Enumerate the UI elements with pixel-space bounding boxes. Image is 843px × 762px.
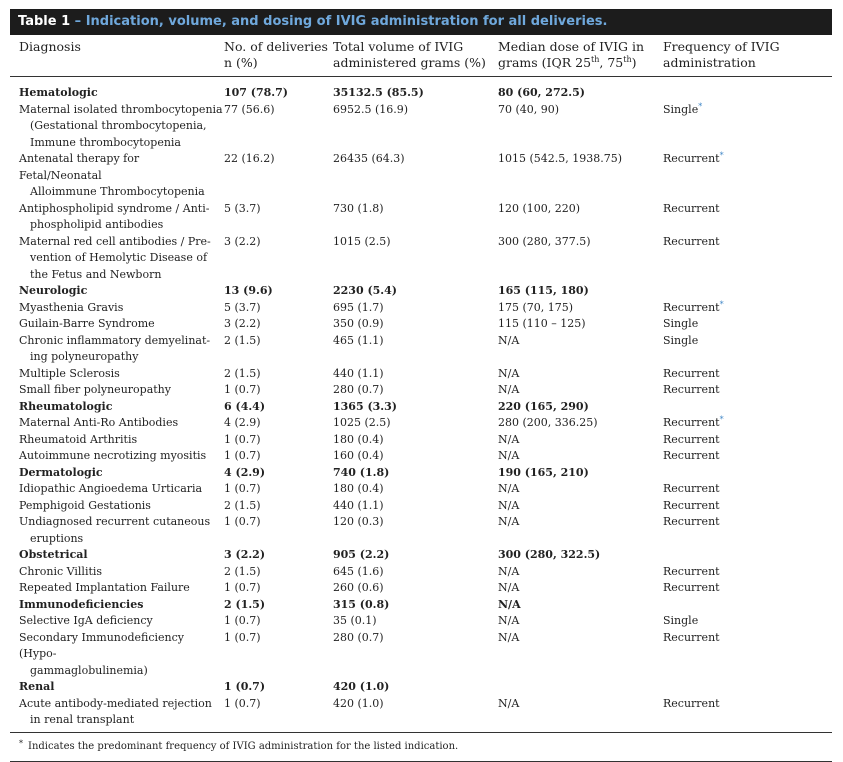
cell-diagnosis [10,300,224,317]
diagnosis-line: Pemphigoid Gestationis [19,498,151,512]
table-row [10,630,832,680]
group-row [10,679,832,696]
cell-volume: 315 (0.8) [333,597,390,611]
cell-deliveries: 1 (0.7) [224,614,261,627]
cell-diagnosis [10,415,224,432]
diagnosis-line: ing polyneuropathy [30,350,139,363]
cell-dose: N/A [498,630,520,644]
cell-deliveries: 5 (3.7) [224,300,261,314]
group-row [10,283,832,300]
data-table [10,35,832,732]
cell-deliveries: 3 (2.2) [224,234,261,248]
diagnosis-line: Chronic inflammatory demyelinat- [19,333,211,347]
diagnosis-line: Antiphospholipid syndrome / Anti- [19,201,210,215]
diagnosis-line: Idiopathic Angioedema Urticaria [19,482,203,495]
cell-deliveries: 3 (2.2) [224,548,266,561]
diagnosis-line: Repeated Implantation Failure [19,581,190,594]
table-row [10,448,832,465]
cell-diagnosis [10,316,224,333]
diagnosis-line: Secondary Immunodeficiency (Hypo- [19,630,185,660]
table-row [10,316,832,333]
diagnosis-line: Myasthenia Gravis [19,300,124,314]
cell-dose: N/A [498,614,520,627]
cell-dose: 300 (280, 322.5) [498,548,601,561]
cell-deliveries: 5 (3.7) [224,201,261,215]
predominant-frequency-marker: * [719,415,724,424]
frequency-text: Single [663,333,699,347]
cell-frequency [663,696,832,732]
predominant-frequency-marker: * [698,101,703,111]
cell-frequency [663,465,832,482]
diagnosis-line: vention of Hemolytic Disease of [30,251,208,264]
cell-diagnosis [10,151,224,201]
cell-diagnosis [10,201,224,234]
cell-deliveries: 3 (2.2) [224,317,261,330]
cell-dose: 175 (70, 175) [498,300,574,314]
cell-deliveries: 2 (1.5) [224,564,261,578]
cell-frequency [663,333,832,366]
cell-dose: 1015 (542.5, 1938.75) [498,152,623,165]
cell-volume: 280 (0.7) [333,383,384,396]
cell-frequency [663,151,832,201]
cell-dose: N/A [498,564,520,578]
cell-diagnosis [10,399,224,416]
cell-deliveries: 1 (0.7) [224,696,261,710]
table-row [10,564,832,581]
cell-volume: 730 (1.8) [333,201,384,215]
cell-diagnosis [10,564,224,581]
cell-deliveries: 13 (9.6) [224,284,273,297]
cell-frequency [663,679,832,696]
cell-deliveries: 1 (0.7) [224,482,261,495]
table-row [10,300,832,317]
cell-dose: N/A [498,449,520,462]
cell-dose: N/A [498,333,520,347]
predominant-frequency-marker: * [719,299,724,309]
diagnosis-line: gammaglobulinemia) [30,663,148,677]
cell-frequency [663,547,832,564]
cell-diagnosis [10,102,224,152]
cell-frequency [663,399,832,416]
cell-deliveries: 2 (1.5) [224,498,261,512]
frequency-text: Recurrent [663,696,720,710]
diagnosis-line: in renal transplant [30,713,135,726]
table-row [10,382,832,399]
header-dose: Median dose of IVIG in grams (IQR 25th, 75th) [498,35,663,77]
frequency-text: Recurrent [663,432,720,446]
cell-frequency [663,597,832,614]
table-title-bar [10,9,832,35]
cell-dose: N/A [498,432,520,446]
cell-dose: N/A [498,498,520,512]
frequency-text: Single [663,102,699,116]
cell-frequency [663,448,832,465]
cell-diagnosis [10,613,224,630]
cell-diagnosis [10,679,224,696]
cell-deliveries: 1 (0.7) [224,630,261,644]
cell-frequency [663,481,832,498]
cell-deliveries: 2 (1.5) [224,333,261,347]
header-deliveries: No. of deliveries n (%) [224,35,333,77]
cell-volume: 260 (0.6) [333,581,384,594]
cell-frequency [663,498,832,515]
cell-dose: 80 (60, 272.5) [498,86,585,99]
cell-frequency [663,564,832,581]
diagnosis-line: Rheumatoid Arthritis [19,432,138,446]
cell-diagnosis [10,333,224,366]
table-row [10,102,832,152]
cell-volume: 905 (2.2) [333,548,390,561]
cell-deliveries: 6 (4.4) [224,399,266,413]
cell-dose: N/A [498,366,520,380]
diagnosis-line: Acute antibody-mediated rejection [19,696,212,710]
cell-volume: 6952.5 (16.9) [333,102,409,116]
group-row [10,77,832,102]
group-row [10,597,832,614]
diagnosis-line: Antenatal therapy for Fetal/Neonatal [19,152,140,182]
cell-deliveries: 1 (0.7) [224,680,266,693]
table-row [10,580,832,597]
cell-dose: N/A [498,581,520,594]
table-label: Table 1 [18,14,71,29]
table-row [10,696,832,732]
table-row [10,481,832,498]
cell-volume: 440 (1.1) [333,498,384,512]
cell-volume: 180 (0.4) [333,432,384,446]
cell-dose: 190 (165, 210) [498,465,589,479]
cell-diagnosis [10,514,224,547]
table-header [10,35,832,77]
diagnosis-line: Alloimmune Thrombocytopenia [30,185,205,198]
diagnosis-line: Selective IgA deficiency [19,614,153,627]
cell-frequency [663,283,832,300]
table-row [10,432,832,449]
cell-deliveries: 4 (2.9) [224,465,266,479]
frequency-text: Recurrent [663,630,720,644]
cell-volume: 695 (1.7) [333,300,384,314]
cell-volume: 350 (0.9) [333,317,384,330]
cell-deliveries: 2 (1.5) [224,366,261,380]
table-row [10,151,832,201]
cell-frequency [663,316,832,333]
cell-diagnosis [10,547,224,564]
cell-diagnosis [10,77,224,102]
diagnosis-line: Dermatologic [19,465,103,479]
cell-diagnosis [10,597,224,614]
table-row [10,234,832,284]
cell-dose [498,679,663,696]
frequency-text: Recurrent [663,515,720,528]
cell-volume: 465 (1.1) [333,333,384,347]
frequency-text: Recurrent [663,564,720,578]
cell-volume: 35 (0.1) [333,614,377,627]
cell-diagnosis [10,498,224,515]
cell-dose: 115 (110 – 125) [498,317,586,330]
footnote-marker: * [19,738,23,748]
frequency-text: Recurrent [663,498,720,512]
diagnosis-line: Rheumatologic [19,399,113,413]
cell-diagnosis [10,580,224,597]
table-row [10,201,832,234]
frequency-text: Recurrent [663,383,720,396]
table-container [10,0,832,762]
cell-frequency [663,102,832,152]
cell-dose: N/A [498,597,521,611]
diagnosis-line: Immune thrombocytopenia [30,135,181,149]
cell-volume: 35132.5 (85.5) [333,86,424,99]
diagnosis-line: Immunodeficiencies [19,597,144,611]
table-body [10,77,832,732]
table-footnote [10,732,832,762]
cell-dose: 300 (280, 377.5) [498,234,591,248]
cell-frequency [663,415,832,432]
diagnosis-line: Undiagnosed recurrent cutaneous [19,515,211,528]
cell-deliveries: 1 (0.7) [224,515,261,528]
cell-deliveries: 2 (1.5) [224,597,266,611]
cell-volume: 420 (1.0) [333,696,384,710]
cell-frequency [663,630,832,680]
diagnosis-line: Multiple Sclerosis [19,366,120,380]
cell-volume: 2230 (5.4) [333,284,397,297]
cell-diagnosis [10,696,224,732]
cell-frequency [663,613,832,630]
cell-volume: 26435 (64.3) [333,152,405,165]
frequency-text: Recurrent [663,201,720,215]
cell-diagnosis [10,481,224,498]
cell-dose: N/A [498,383,520,396]
frequency-text: Recurrent [663,416,720,429]
cell-frequency [663,432,832,449]
cell-dose: N/A [498,482,520,495]
diagnosis-line: Maternal red cell antibodies / Pre- [19,234,211,248]
frequency-text: Recurrent [663,366,720,380]
group-row [10,465,832,482]
cell-frequency [663,300,832,317]
table-row [10,613,832,630]
frequency-text: Recurrent [663,152,720,165]
predominant-frequency-marker: * [719,151,724,160]
cell-dose: 165 (115, 180) [498,284,589,297]
cell-frequency [663,366,832,383]
diagnosis-line: Autoimmune necrotizing myositis [19,449,207,462]
cell-deliveries: 1 (0.7) [224,449,261,462]
cell-diagnosis [10,283,224,300]
group-row [10,399,832,416]
diagnosis-line: Obstetrical [19,548,88,561]
header-frequency: Frequency of IVIG administration [663,35,832,77]
diagnosis-line: eruptions [30,531,84,545]
cell-volume: 280 (0.7) [333,630,384,644]
frequency-text: Single [663,614,699,627]
cell-volume: 1365 (3.3) [333,399,397,413]
cell-volume: 645 (1.6) [333,564,384,578]
cell-frequency [663,77,832,102]
cell-frequency [663,580,832,597]
footnote-text: Indicates the predominant frequency of IVIG administration for the listed indication. [28,740,459,752]
cell-deliveries: 107 (78.7) [224,86,288,99]
cell-deliveries: 1 (0.7) [224,581,261,594]
diagnosis-line: Maternal Anti-Ro Antibodies [19,416,179,429]
diagnosis-line: (Gestational thrombocytopenia, [30,119,207,132]
cell-dose: 280 (200, 336.25) [498,416,598,429]
cell-volume: 180 (0.4) [333,482,384,495]
cell-volume: 120 (0.3) [333,515,384,528]
cell-volume: 420 (1.0) [333,680,390,693]
header-volume: Total volume of IVIG administered grams (%) [333,35,498,77]
frequency-text: Recurrent [663,581,720,594]
cell-frequency [663,514,832,547]
cell-volume: 1025 (2.5) [333,416,391,429]
title-separator: – [74,14,82,29]
group-row [10,547,832,564]
cell-diagnosis [10,432,224,449]
table-caption: Indication, volume, and dosing of IVIG administration for all deliveries. [85,14,608,29]
frequency-text: Recurrent [663,449,720,462]
diagnosis-line: Renal [19,680,55,693]
cell-deliveries: 22 (16.2) [224,152,275,165]
header-diagnosis: Diagnosis [10,35,224,77]
cell-deliveries: 77 (56.6) [224,102,275,116]
diagnosis-line: phospholipid antibodies [30,218,164,231]
diagnosis-line: Small fiber polyneuropathy [19,383,171,396]
diagnosis-line: Chronic Villitis [19,564,103,578]
table-row [10,366,832,383]
diagnosis-line: Hematologic [19,86,98,99]
diagnosis-line: Guilain-Barre Syndrome [19,317,155,330]
cell-volume: 740 (1.8) [333,465,390,479]
cell-deliveries: 1 (0.7) [224,432,261,446]
frequency-text: Recurrent [663,300,720,314]
cell-diagnosis [10,465,224,482]
cell-frequency [663,382,832,399]
cell-diagnosis [10,366,224,383]
diagnosis-line: Neurologic [19,284,88,297]
diagnosis-line: the Fetus and Newborn [30,267,162,281]
cell-dose: 70 (40, 90) [498,102,560,116]
cell-volume: 1015 (2.5) [333,234,391,248]
frequency-text: Single [663,317,699,330]
cell-dose: 220 (165, 290) [498,399,589,413]
diagnosis-line: Maternal isolated thrombocytopenia [19,102,223,116]
cell-deliveries: 1 (0.7) [224,383,261,396]
table-row [10,333,832,366]
table-row [10,415,832,432]
cell-diagnosis [10,630,224,680]
cell-volume: 160 (0.4) [333,449,384,462]
cell-dose: N/A [498,515,520,528]
table-row [10,498,832,515]
table-row [10,514,832,547]
cell-deliveries: 4 (2.9) [224,416,261,429]
cell-diagnosis [10,448,224,465]
cell-frequency [663,234,832,284]
frequency-text: Recurrent [663,234,720,248]
frequency-text: Recurrent [663,482,720,495]
cell-diagnosis [10,234,224,284]
cell-volume: 440 (1.1) [333,366,384,380]
cell-diagnosis [10,382,224,399]
cell-dose: N/A [498,696,520,710]
cell-frequency [663,201,832,234]
cell-dose: 120 (100, 220) [498,201,581,215]
